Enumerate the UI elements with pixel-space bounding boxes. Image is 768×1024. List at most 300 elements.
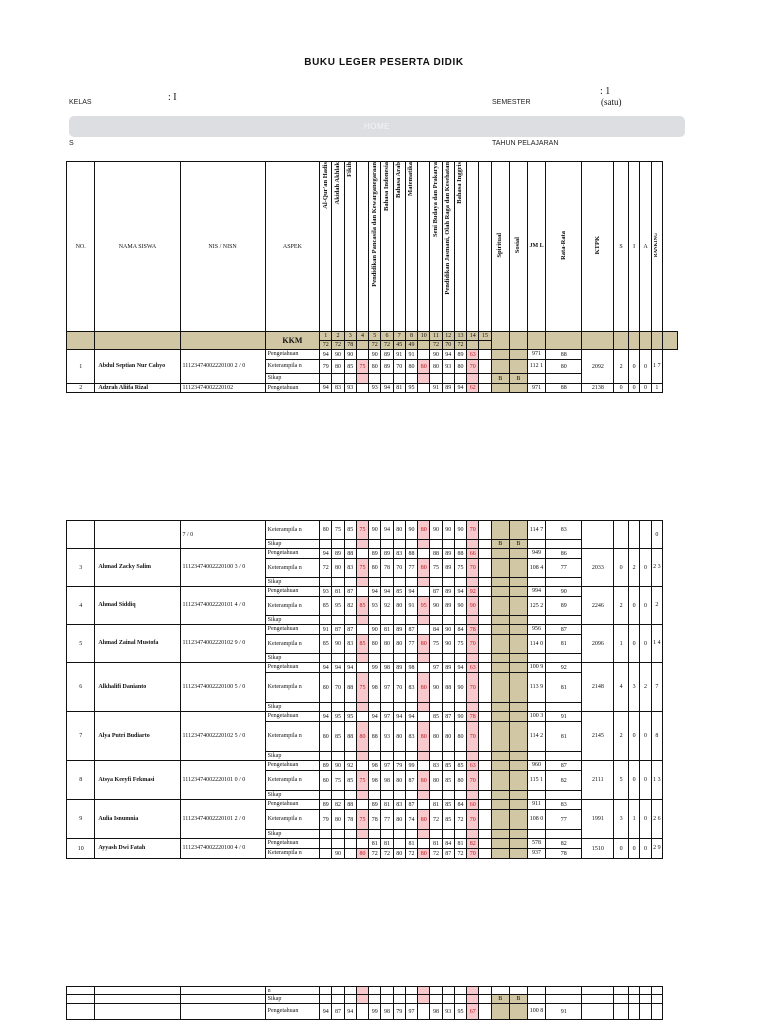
sosial-cell <box>509 635 527 654</box>
score-cell <box>405 703 417 712</box>
score-cell: 94 <box>320 350 332 360</box>
subject-header <box>320 162 332 332</box>
absen-i-cell: 0 <box>628 625 639 663</box>
aspek-cell: Keterampila n <box>265 559 319 578</box>
score-cell: 70 <box>332 673 344 703</box>
score-cell <box>454 752 466 761</box>
score-cell: 85 <box>442 761 454 771</box>
score-cell: 75 <box>454 635 466 654</box>
sosial-cell <box>509 654 527 663</box>
sosial-cell <box>509 800 527 810</box>
kkm-blank <box>95 332 180 350</box>
score-cell: 90 <box>442 635 454 654</box>
score-cell: 70 <box>467 810 479 830</box>
score-cell <box>344 540 356 549</box>
spiritual-cell <box>491 597 509 616</box>
score-cell: 97 <box>405 1004 417 1020</box>
score-cell: 90 <box>442 625 454 635</box>
score-cell: 85 <box>442 810 454 830</box>
score-cell <box>454 830 466 839</box>
rata-cell <box>546 995 582 1004</box>
rata-cell <box>546 654 582 663</box>
score-cell <box>405 830 417 839</box>
score-cell <box>393 374 405 384</box>
score-cell <box>381 540 393 549</box>
score-cell: 89 <box>381 350 393 360</box>
table-row <box>67 384 678 393</box>
student-name: Aulia Isnumnia <box>95 800 180 839</box>
score-cell <box>344 987 356 995</box>
aspek-cell: Keterampila n <box>265 360 319 374</box>
score-cell <box>454 791 466 800</box>
score-cell <box>418 540 430 549</box>
aspek-cell: Pengetahuan <box>265 587 319 597</box>
score-cell <box>467 752 479 761</box>
student-nis: 11123474002220101 2 / 0 <box>180 800 265 839</box>
score-cell: 94 <box>381 587 393 597</box>
score-cell: 90 <box>430 673 442 703</box>
score-cell: 98 <box>430 1004 442 1020</box>
score-cell <box>442 791 454 800</box>
subject-label: Pendidikan Jasmani, Olah Raga dan Kesehatan <box>444 162 452 295</box>
row-number: 7 <box>67 712 95 761</box>
rata-cell <box>546 578 582 587</box>
jml-cell <box>527 578 545 587</box>
tahun-pelajaran-label: TAHUN PELAJARAN <box>492 140 559 147</box>
header-spiritual-label: Spiritual <box>495 233 503 258</box>
absen-a-cell: 0 <box>640 625 651 663</box>
ranking-cell: 1 <box>651 384 662 393</box>
score-cell <box>356 703 368 712</box>
ktpk-cell: 2246 <box>582 587 614 625</box>
aspek-cell: Sikap <box>265 654 319 663</box>
score-cell: 80 <box>418 673 430 703</box>
score-cell: 77 <box>405 559 417 578</box>
score-cell: 80 <box>393 635 405 654</box>
score-cell <box>369 578 381 587</box>
score-cell: 80 <box>393 597 405 616</box>
summary-cell <box>640 521 651 549</box>
blank-cell <box>67 987 95 995</box>
score-cell <box>479 549 491 559</box>
score-cell: 80 <box>418 521 430 540</box>
score-cell <box>467 578 479 587</box>
aspek-cell: Sikap <box>265 830 319 839</box>
score-cell: 94 <box>454 663 466 673</box>
score-cell <box>454 616 466 625</box>
rata-cell: 89 <box>546 597 582 616</box>
score-cell: 70 <box>467 360 479 374</box>
absen-s-cell: 0 <box>614 839 629 859</box>
sosial-cell <box>509 559 527 578</box>
score-cell: 87 <box>344 625 356 635</box>
summary-cell <box>582 1004 614 1020</box>
score-cell <box>356 384 368 393</box>
absen-s-cell: 5 <box>614 761 629 800</box>
score-cell <box>479 559 491 578</box>
score-cell: 93 <box>320 587 332 597</box>
score-cell <box>479 635 491 654</box>
score-cell: 75 <box>430 559 442 578</box>
subject-label: Bahasa Inggris <box>456 162 464 204</box>
subject-number: 15 <box>479 332 491 341</box>
score-cell <box>369 540 381 549</box>
score-cell <box>418 350 430 360</box>
rata-cell <box>546 540 582 549</box>
kkm-blank <box>614 332 629 350</box>
score-cell: 95 <box>344 712 356 722</box>
score-cell: 81 <box>381 839 393 849</box>
score-cell <box>405 654 417 663</box>
score-cell <box>479 350 491 360</box>
sosial-cell <box>509 673 527 703</box>
absen-s-cell: 0 <box>614 384 629 393</box>
score-cell: 70 <box>393 673 405 703</box>
score-cell: 94 <box>320 384 332 393</box>
score-cell <box>479 578 491 587</box>
score-cell <box>467 654 479 663</box>
score-cell: 88 <box>405 549 417 559</box>
score-cell <box>454 987 466 995</box>
jml-cell: 994 <box>527 587 545 597</box>
score-cell <box>454 578 466 587</box>
score-cell: 89 <box>332 549 344 559</box>
score-cell <box>442 995 454 1004</box>
score-cell: 81 <box>454 839 466 849</box>
score-cell <box>418 384 430 393</box>
score-cell <box>393 703 405 712</box>
home-button[interactable]: HOME <box>69 116 685 137</box>
score-cell <box>320 616 332 625</box>
spiritual-cell: B <box>491 374 509 384</box>
score-cell <box>356 839 368 849</box>
semester-value: : 1 <box>600 86 611 97</box>
score-cell <box>479 625 491 635</box>
score-cell: 80 <box>430 722 442 752</box>
jml-cell: 108 4 <box>527 559 545 578</box>
score-cell <box>479 995 491 1004</box>
score-cell: 80 <box>320 771 332 791</box>
subject-number: 4 <box>356 332 368 341</box>
ranking-cell: 7 <box>651 663 662 712</box>
score-cell <box>356 616 368 625</box>
score-cell <box>320 839 332 849</box>
spiritual-cell <box>491 771 509 791</box>
score-cell: 94 <box>320 549 332 559</box>
score-cell: 80 <box>356 722 368 752</box>
score-cell <box>332 540 344 549</box>
blank-cell <box>180 995 265 1004</box>
sosial-cell <box>509 616 527 625</box>
student-name: Abdul Septian Nur Cahyo <box>95 350 180 384</box>
score-cell: 80 <box>454 722 466 752</box>
aspek-cell: Pengetahuan <box>265 549 319 559</box>
kkm-value: 45 <box>393 341 405 350</box>
score-cell <box>418 654 430 663</box>
subject-header <box>332 162 344 332</box>
score-cell: 87 <box>405 771 417 791</box>
score-cell: 90 <box>332 350 344 360</box>
score-cell <box>332 839 344 849</box>
header-no: NO. <box>67 162 95 332</box>
score-cell <box>430 703 442 712</box>
score-cell: 75 <box>332 521 344 540</box>
score-cell <box>454 995 466 1004</box>
score-cell <box>479 540 491 549</box>
ktpk-cell: 1510 <box>582 839 614 859</box>
student-nis: 11123474002220100 3 / 0 <box>180 549 265 587</box>
rata-cell <box>546 752 582 761</box>
aspek-cell: Sikap <box>265 374 319 384</box>
blank-cell <box>180 987 265 995</box>
table-row <box>67 987 678 995</box>
score-cell <box>479 830 491 839</box>
spiritual-cell <box>491 712 509 722</box>
kkm-blank <box>582 332 614 350</box>
score-cell: 70 <box>467 635 479 654</box>
sosial-cell <box>509 830 527 839</box>
absen-i-cell: 2 <box>628 549 639 587</box>
student-name: Adzrah Aliifa Rizal <box>95 384 180 393</box>
score-cell: 77 <box>405 635 417 654</box>
header-nis: NIS / NISN <box>180 162 265 332</box>
score-cell: 83 <box>393 549 405 559</box>
score-cell <box>479 771 491 791</box>
score-cell: 80 <box>405 360 417 374</box>
summary-cell <box>614 995 629 1004</box>
spiritual-cell <box>491 635 509 654</box>
subject-header <box>454 162 466 332</box>
score-cell: 90 <box>442 521 454 540</box>
score-cell <box>442 578 454 587</box>
sosial-cell <box>509 791 527 800</box>
score-cell: 95 <box>405 384 417 393</box>
aspek-cell: Sikap <box>265 578 319 587</box>
ktpk-cell: 2145 <box>582 712 614 761</box>
score-cell <box>479 1004 491 1020</box>
score-cell: 85 <box>356 597 368 616</box>
row-number: 2 <box>67 384 95 393</box>
summary-cell <box>527 987 545 995</box>
sosial-cell <box>509 1004 527 1020</box>
subject-number: 11 <box>430 332 442 341</box>
jml-cell: 100 9 <box>527 663 545 673</box>
aspek-cell: Keterampila n <box>265 521 319 540</box>
ranking-cell: 2 3 <box>651 549 662 587</box>
absen-i-cell: 0 <box>628 350 639 384</box>
student-nis: 11123474002220100 5 / 0 <box>180 663 265 712</box>
score-cell: 85 <box>344 360 356 374</box>
rata-cell <box>546 616 582 625</box>
header-spiritual <box>491 162 509 332</box>
kkm-blank <box>180 332 265 350</box>
score-cell <box>344 654 356 663</box>
score-cell <box>418 761 430 771</box>
score-cell <box>381 987 393 995</box>
header-ranking-label: RANKING <box>654 233 660 258</box>
summary-cell <box>651 987 662 995</box>
score-cell: 90 <box>454 712 466 722</box>
spiritual-cell <box>491 810 509 830</box>
absen-s-cell: 2 <box>614 712 629 761</box>
jml-cell: 100 3 <box>527 712 545 722</box>
score-cell: 89 <box>393 625 405 635</box>
kkm-blank <box>527 332 545 350</box>
spiritual-cell <box>491 654 509 663</box>
jml-cell: 115 1 <box>527 771 545 791</box>
score-cell <box>369 830 381 839</box>
score-cell: 94 <box>393 712 405 722</box>
jml-cell: 114 2 <box>527 722 545 752</box>
score-cell: 90 <box>332 849 344 859</box>
score-cell <box>418 703 430 712</box>
score-cell <box>479 384 491 393</box>
rata-cell: 83 <box>546 521 582 540</box>
sosial-cell <box>509 703 527 712</box>
jml-cell <box>527 374 545 384</box>
absen-a-cell: 0 <box>640 800 651 839</box>
summary-cell <box>628 1004 639 1020</box>
score-cell: 88 <box>344 673 356 703</box>
score-cell: 89 <box>369 800 381 810</box>
aspek-cell: Pengetahuan <box>265 384 319 393</box>
score-cell <box>405 791 417 800</box>
score-cell <box>418 995 430 1004</box>
header-ktpk <box>582 162 614 332</box>
rata-cell: 80 <box>546 360 582 374</box>
score-cell: 89 <box>442 587 454 597</box>
score-cell <box>344 849 356 859</box>
score-cell <box>405 540 417 549</box>
rata-cell: 81 <box>546 722 582 752</box>
table-row <box>67 761 678 771</box>
score-cell: 89 <box>442 663 454 673</box>
score-cell: 79 <box>320 360 332 374</box>
absen-s-cell: 0 <box>614 549 629 587</box>
summary-cell <box>582 987 614 995</box>
jml-cell: 956 <box>527 625 545 635</box>
ktpk-cell: 1991 <box>582 800 614 839</box>
spiritual-cell <box>491 752 509 761</box>
score-cell: 95 <box>418 597 430 616</box>
score-cell: 90 <box>332 761 344 771</box>
jml-cell: 578 <box>527 839 545 849</box>
header-sosial-label: Sosial <box>514 237 522 254</box>
score-cell: 87 <box>442 849 454 859</box>
score-cell: 94 <box>320 712 332 722</box>
score-cell: 70 <box>393 559 405 578</box>
score-cell <box>320 752 332 761</box>
score-cell: 81 <box>430 839 442 849</box>
header-absen-s: S <box>614 162 629 332</box>
score-cell <box>467 703 479 712</box>
score-cell <box>393 616 405 625</box>
score-cell: 78 <box>369 810 381 830</box>
score-cell: 84 <box>454 625 466 635</box>
score-cell: 63 <box>467 761 479 771</box>
student-nis: 11123474002220102 9 / 0 <box>180 625 265 663</box>
aspek-cell: Pengetahuan <box>265 625 319 635</box>
subject-header <box>405 162 417 332</box>
sosial-cell <box>509 625 527 635</box>
table-row <box>67 625 678 635</box>
subject-label: Seni Budaya dan Prakarya <box>431 162 439 237</box>
score-cell: 92 <box>381 597 393 616</box>
score-cell: 85 <box>344 521 356 540</box>
score-cell: 82 <box>344 597 356 616</box>
score-cell <box>418 1004 430 1020</box>
kkm-blank <box>640 332 651 350</box>
score-cell: 89 <box>393 663 405 673</box>
score-cell <box>479 673 491 703</box>
jml-cell: 971 <box>527 350 545 360</box>
student-name: Ahmad Zacky Salim <box>95 549 180 587</box>
score-cell: 80 <box>381 635 393 654</box>
ktpk-cell: 2111 <box>582 761 614 800</box>
score-cell: 94 <box>405 712 417 722</box>
score-cell: 98 <box>369 771 381 791</box>
score-cell: 81 <box>381 625 393 635</box>
score-cell <box>356 752 368 761</box>
table-row <box>67 350 678 360</box>
rata-cell: 86 <box>546 549 582 559</box>
score-cell: 85 <box>344 771 356 791</box>
score-cell <box>467 374 479 384</box>
spiritual-cell <box>491 559 509 578</box>
aspek-cell: Keterampila n <box>265 673 319 703</box>
spiritual-cell <box>491 521 509 540</box>
score-cell: 90 <box>454 673 466 703</box>
score-cell <box>369 703 381 712</box>
score-cell <box>454 703 466 712</box>
score-cell <box>479 712 491 722</box>
score-cell <box>369 995 381 1004</box>
score-cell <box>332 830 344 839</box>
absen-i-cell: 1 <box>628 800 639 839</box>
jml-cell: 911 <box>527 800 545 810</box>
score-cell <box>393 995 405 1004</box>
spiritual-cell <box>491 360 509 374</box>
score-cell <box>442 374 454 384</box>
score-cell: 72 <box>454 849 466 859</box>
score-cell <box>332 703 344 712</box>
header-absen-i: I <box>628 162 639 332</box>
header-row <box>67 162 678 332</box>
score-cell: 75 <box>356 673 368 703</box>
ktpk-cell: 2138 <box>582 384 614 393</box>
score-cell: 98 <box>381 1004 393 1020</box>
jml-cell <box>527 791 545 800</box>
score-cell: 75 <box>356 771 368 791</box>
kkm-value: 70 <box>442 341 454 350</box>
score-cell: 87 <box>405 800 417 810</box>
score-cell <box>479 374 491 384</box>
score-cell: 92 <box>467 587 479 597</box>
score-cell: 89 <box>381 360 393 374</box>
kkm-blank <box>628 332 639 350</box>
student-nis: 11123474002220102 5 / 0 <box>180 712 265 761</box>
score-cell <box>479 849 491 859</box>
score-cell <box>381 830 393 839</box>
score-cell: 89 <box>381 549 393 559</box>
score-cell <box>344 791 356 800</box>
jml-cell: 949 <box>527 549 545 559</box>
jml-cell: 971 <box>527 384 545 393</box>
sosial-cell <box>509 771 527 791</box>
score-cell <box>418 549 430 559</box>
row-number: 6 <box>67 663 95 712</box>
score-cell: 80 <box>369 635 381 654</box>
